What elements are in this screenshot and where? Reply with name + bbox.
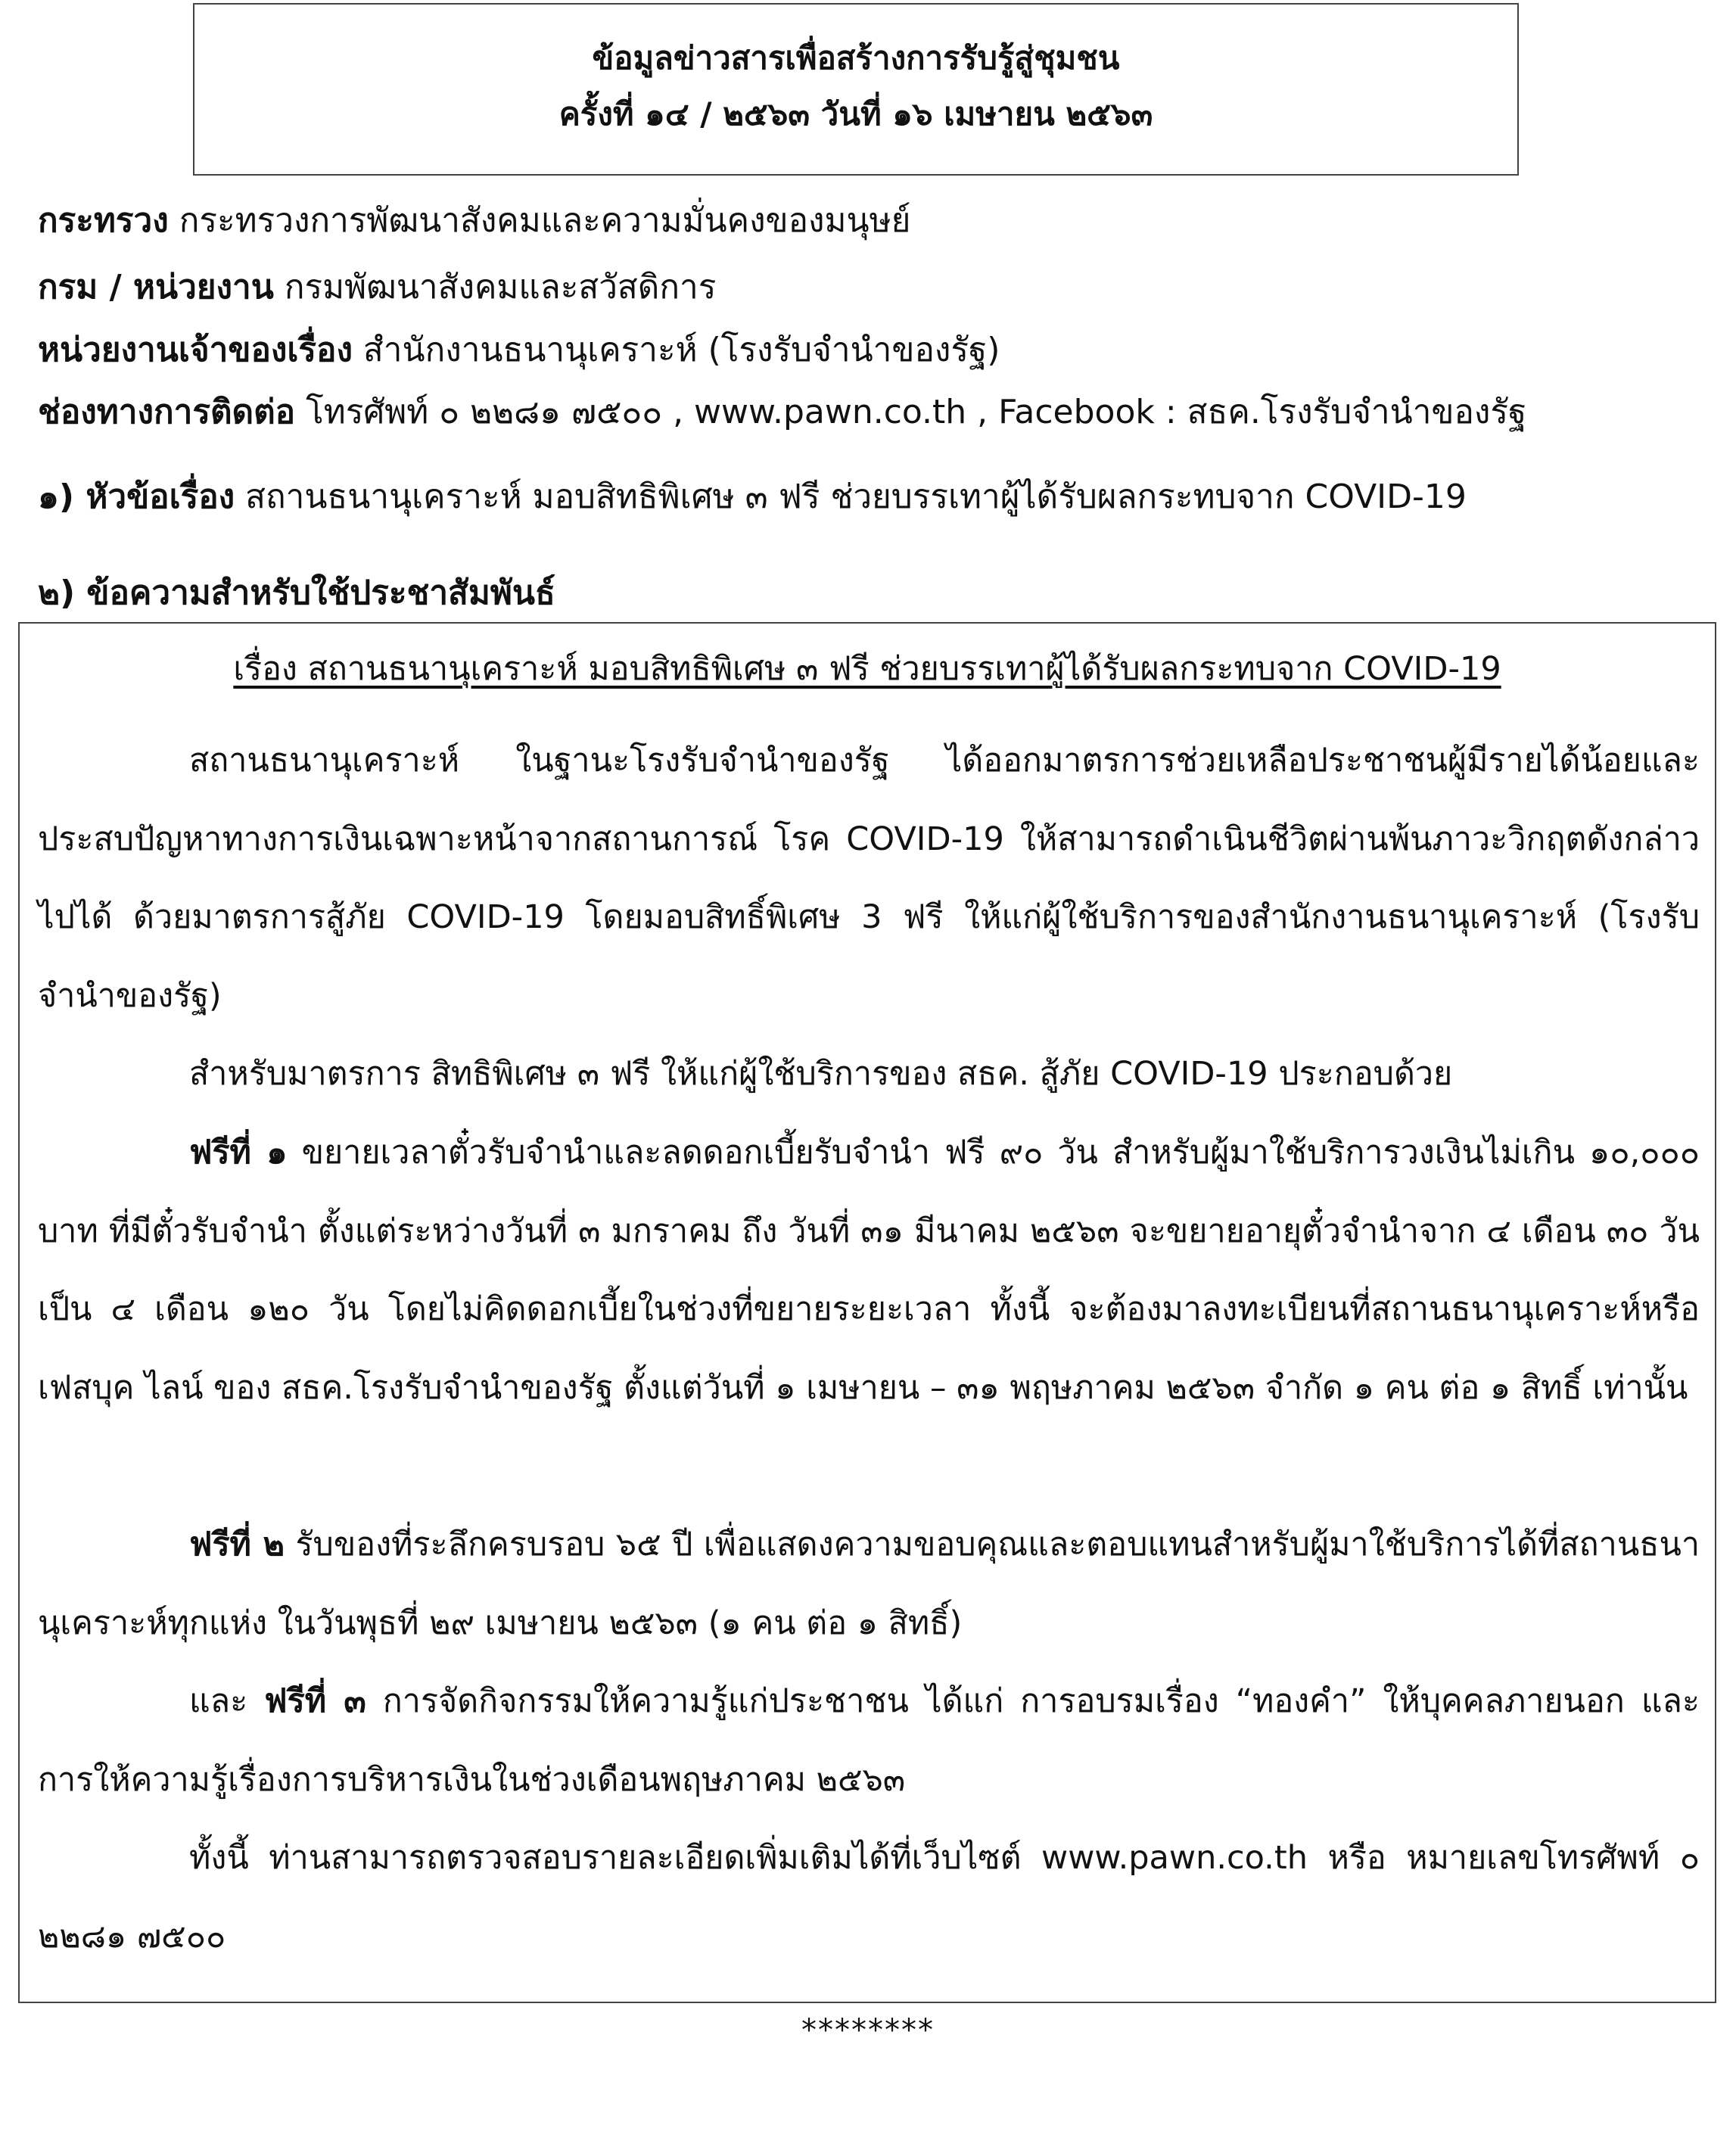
free-2-label: ฟรีที่ ๒ <box>189 1526 285 1563</box>
topic-line <box>38 474 1467 520</box>
contact-value: โทรศัพท์ ๐ ๒๒๘๑ ๗๕๐๐ , www.pawn.co.th , Facebook : สธค.โรงรับจำนำของรัฐ <box>295 393 1527 431</box>
contact-line <box>38 390 1526 435</box>
story-title-line <box>20 646 1715 692</box>
paragraph-free-3 <box>38 1663 1700 1819</box>
header-title: ข้อมูลข่าวสารเพื่อสร้างการรับรู้สู่ชุมชน <box>592 39 1120 76</box>
owner-line <box>38 328 1000 373</box>
free-3-prefix: และ <box>189 1682 265 1720</box>
header-box <box>193 3 1519 176</box>
free-3-text: การจัดกิจกรรมให้ความรู้แก่ประชาชน ได้แก่ การอบรมเรื่อง “ทองคำ” ให้บุคคลภายนอก และ การให้ความรู้เรื่องการบริหารเงินในช่วงเดือนพฤษภาคม ๒๕๖๓ <box>38 1682 1700 1799</box>
owner-value: สำนักงานธนานุเคราะห์ (โรงรับจำนำของรัฐ) <box>352 331 1000 369</box>
department-label: กรม / หน่วยงาน <box>38 268 274 306</box>
topic-value: สถานธนานุเคราะห์ มอบสิทธิพิเศษ ๓ ฟรี ช่วยบรรเทาผู้ได้รับผลกระทบจาก COVID-19 <box>235 478 1467 516</box>
ministry-line <box>38 198 910 244</box>
free-2-text: รับของที่ระลึกครบรอบ ๖๕ ปี เพื่อแสดงความขอบคุณและตอบแทนสำหรับผู้มาใช้บริการได้ที่สถานธนานุเคราะห์ทุกแห่ง ในวันพุธที่ ๒๙ เมษายน ๒๕๖๓ (๑ คน ต่อ ๑ สิทธิ์) <box>38 1526 1700 1642</box>
end-marker: ******** <box>801 2013 935 2048</box>
paragraph-free-1 <box>38 1114 1700 1427</box>
paragraph-measures: สำหรับมาตรการ สิทธิพิเศษ ๓ ฟรี ให้แก่ผู้ใช้บริการของ สธค. สู้ภัย COVID-19 ประกอบด้วย <box>189 1055 1453 1093</box>
paragraph-free-2 <box>38 1506 1700 1663</box>
paragraph-closing: ทั้งนี้ ท่านสามารถตรวจสอบรายละเอียดเพิ่มเติมได้ที่เว็บไซต์ www.pawn.co.th หรือ หมายเลขโทรศัพท์ ๐ ๒๒๘๑ ๗๕๐๐ <box>38 1839 1700 1955</box>
paragraph-intro: สถานธนานุเคราะห์ ในฐานะโรงรับจำนำของรัฐ ได้ออกมาตรการช่วยเหลือประชาชนผู้มีรายได้น้อยและประสบปัญหาทางการเงินเฉพาะหน้าจากสถานการณ์ โรค COVID-19 ให้สามารถดำเนินชีวิตผ่านพ้นภาวะวิกฤตดังกล่าวไปได้ ด้วยมาตรการสู้ภัย COVID-19 โดยมอบสิทธิ์พิเศษ 3 ฟรี ให้แก่ผู้ใช้บริการของสำนักงานธนานุเคราะห์ (โรงรับจำนำของรัฐ) <box>38 742 1700 1015</box>
department-line <box>38 265 716 310</box>
topic-label: ๑) หัวข้อเรื่อง <box>38 478 235 516</box>
ministry-value: กระทรวงการพัฒนาสังคมและความมั่นคงของมนุษย์ <box>168 201 911 240</box>
free-1-label: ฟรีที่ ๑ <box>189 1134 288 1171</box>
ministry-label: กระทรวง <box>38 201 169 240</box>
header-issue-date: ครั้งที่ ๑๔ / ๒๕๖๓ วันที่ ๑๖ เมษายน ๒๕๖๓ <box>558 95 1153 132</box>
owner-label: หน่วยงานเจ้าของเรื่อง <box>38 331 353 369</box>
pr-heading-line <box>38 571 555 616</box>
contact-label: ช่องทางการติดต่อ <box>38 393 296 431</box>
free-1-text: ขยายเวลาตั๋วรับจำนำและลดดอกเบี้ยรับจำนำ ฟรี ๙๐ วัน สำหรับผู้มาใช้บริการวงเงินไม่เกิน ๑๐,๐๐๐ บาท ที่มีตั๋วรับจำนำ ตั้งแต่ระหว่างวันที่ ๓ มกราคม ถึง วันที่ ๓๑ มีนาคม ๒๕๖๓ จะขยายอายุตั๋วจำนำจาก ๔ เดือน ๓๐ วัน เป็น ๔ เดือน ๑๒๐ วัน โดยไม่คิดดอกเบี้ยในช่วงที่ขยายระยะเวลา ทั้งนี้ จะต้องมาลงทะเบียนที่สถานธนานุเคราะห์หรือ เฟสบุค ไลน์ ของ สธค.โรงรับจำนำของรัฐ ตั้งแต่วันที่ ๑ เมษายน – ๓๑ พฤษภาคม ๒๕๖๓ จำกัด ๑ คน ต่อ ๑ สิทธิ์ เท่านั้น <box>38 1134 1700 1407</box>
free-3-label: ฟรีที่ ๓ <box>264 1682 366 1720</box>
story-title: เรื่อง สถานธนานุเคราะห์ มอบสิทธิพิเศษ ๓ ฟรี ช่วยบรรเทาผู้ได้รับผลกระทบจาก COVID-19 <box>233 650 1501 688</box>
pr-heading: ๒) ข้อความสำหรับใช้ประชาสัมพันธ์ <box>38 574 555 612</box>
press-release-box <box>18 622 1716 2003</box>
department-value: กรมพัฒนาสังคมและสวัสดิการ <box>273 268 717 306</box>
